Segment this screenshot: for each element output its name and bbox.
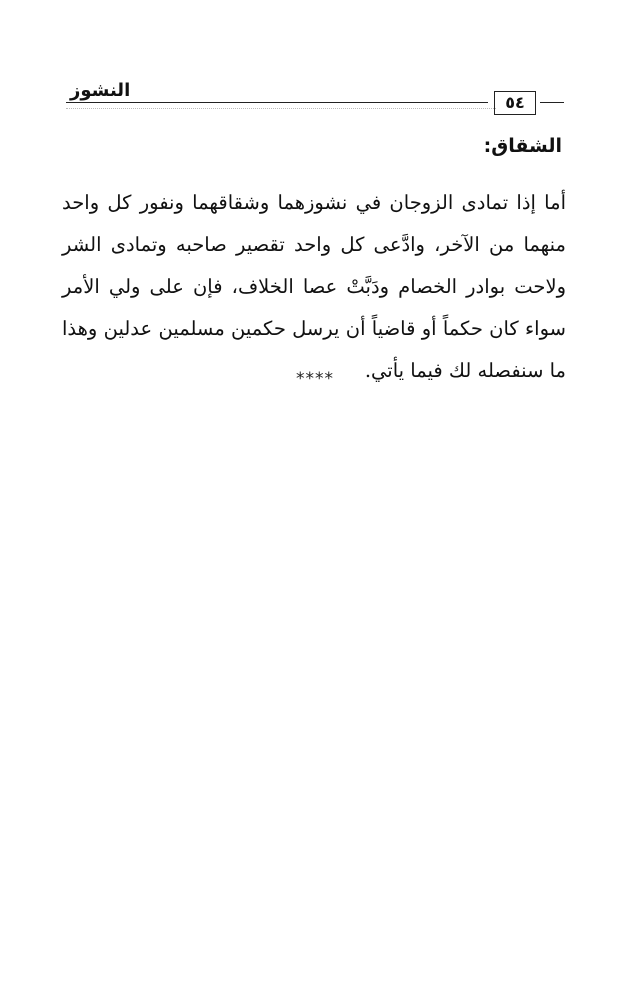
header-dotted-rule [66, 108, 496, 109]
header-rule-right [540, 102, 564, 103]
section-separator: **** [296, 369, 334, 389]
page-number: ٥٤ [494, 91, 536, 115]
paragraph-line: أما إذا تمادى الزوجان في نشوزهما وشقاقهما ونفور كل واحد [62, 191, 566, 214]
book-title: النشوز [70, 80, 131, 101]
paragraph-line: ما سنفصله لك فيما يأتي. [364, 359, 566, 382]
running-header [66, 78, 566, 118]
body-paragraph [62, 182, 566, 392]
section-title: الشقاق: [483, 135, 562, 157]
paragraph-line: منهما من الآخر، وادَّعى كل واحد تقصير صاحبه وتمادى الشر [62, 233, 566, 256]
header-rule [66, 102, 488, 103]
paragraph-line: ولاحت بوادر الخصام ودَبَّتْ عصا الخلاف، فإن على ولي الأمر [62, 275, 566, 298]
paragraph-line: سواء كان حكماً أو قاضياً أن يرسل حكمين مسلمين عدلين وهذا [62, 317, 566, 340]
